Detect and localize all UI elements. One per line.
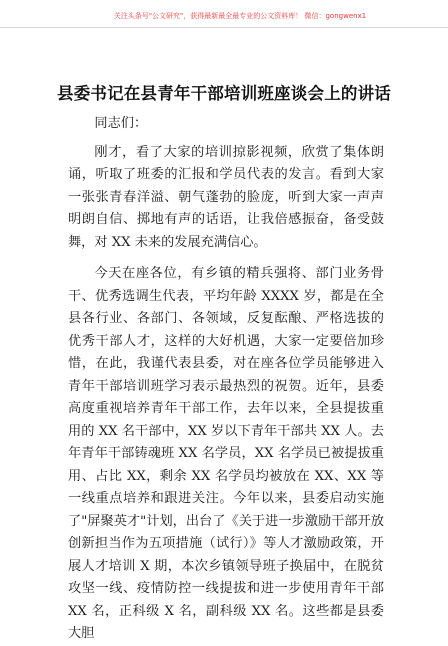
salutation: 同志们： — [94, 116, 148, 131]
document-title: 县委书记在县青年干部培训班座谈会上的讲话 — [57, 84, 391, 103]
header-divider — [0, 27, 448, 28]
paragraph-2: 今天在座各位，有乡镇的精兵强将、部门业务骨干、优秀选调生代表，平均年龄 XXXX 岁，都是在全县各行业、各部门、各领域，反复酝酿、严格选拔的优秀干部人才，这样的大好机遇，大家一定要倍加珍惜，在此，我谨代表县委，对在座各位学员能够进入青年干部培训班学习表示最热烈的祝贺。近年，县委高度重视培养青年干部工作，去年以来，全县提拔重用的 XX 名干部中，XX 岁以下青年干部共 XX 人。去年青年干部铸魂班 XX 名学员，XX 名学员已被提拔重用、占比 XX，剩余 XX 名学员均被放在 XX、XX 等一线重点培养和跟进关注。今年以来，县委启动实施了"屏聚英才"计划，出台了《关于进一步激励干部开放创新担当作为五项措施（试行）》等人才激励政策，开展人才培训 X 期，本次乡镇领导班子换届中，在脱贫攻坚一线、疫情防控一线提拔和进一步使用青年干部 XX 名，正科级 X 名，副科级 XX 名。这些都是县委大胆 — [68, 266, 384, 641]
document-body — [68, 113, 384, 646]
watermark-banner: 关注头条号"公文研究"，获得最新最全最专业的公文资料库！ 微信：gongwenx1 — [113, 11, 367, 20]
paragraph-1: 刚才，看了大家的培训掠影视频，欣赏了集体朗诵，听取了班委的汇报和学员代表的发言。看到大家一张张青春洋溢、朝气蓬勃的脸庞，听到大家一声声明朗自信、掷地有声的话语，让我倍感振奋，备受鼓舞，对 XX 未来的发展充满信心。 — [68, 144, 384, 250]
